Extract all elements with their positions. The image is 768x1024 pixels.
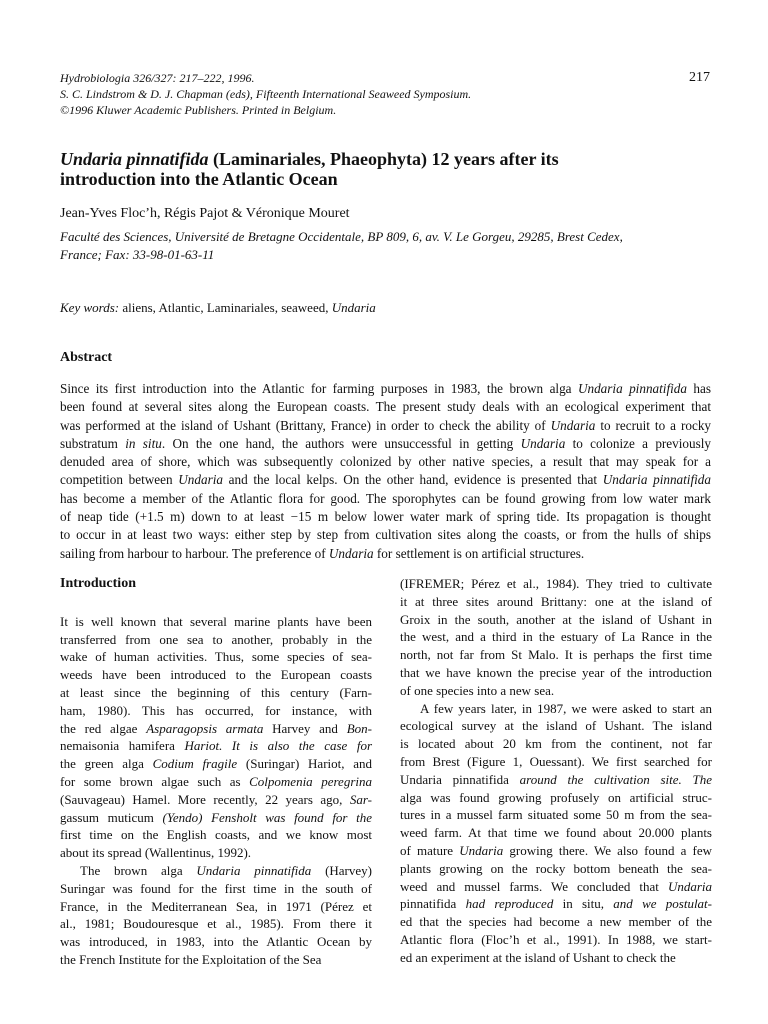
text-run: to colonize a previously [565,435,711,451]
authors: Jean-Yves Floc’h, Régis Pajot & Véronique Mouret [60,206,350,221]
text-run: alga was found growing profusely on artificial struc- [400,789,712,805]
title-species: Undaria pinnatifida [60,149,209,169]
text-run: plants growing on the rocky bottom beneath the sea- [400,860,712,876]
keywords-last: Undaria [331,300,376,315]
text-run: is located about 20 km from the continent, not far [400,736,712,752]
text-line [60,915,372,933]
text-run: France, in the Mediterranean Sea, in 1971 (Pérez et [60,898,372,914]
introduction-heading: Introduction [60,576,136,591]
italic-text: in situ [125,435,162,451]
intro-left-body [60,613,372,969]
title-line2: introduction into the Atlantic Ocean [60,169,338,189]
text-run: was introduced, in 1983, into the Atlantic Ocean by [60,934,372,950]
text-run: denuded area of shore, which was subsequently colonized by other native species, a result that may speak for a [60,454,711,470]
text-run: has [686,381,711,396]
text-run: It is well known that several marine plants have been [60,613,372,629]
text-run: ed that the species had become a new member of the [400,914,712,930]
text-run: of neap tide (+1.5 m) down to at least −15 m below lower water mark of spring tide. Its propagation is thought [60,509,711,525]
text-run: of mature [400,842,460,858]
text-line [400,646,712,664]
text-run: pinnatifida [400,896,457,912]
text-line [400,717,712,735]
affiliation-line1: Faculté des Sciences, Université de Bretagne Occidentale, BP 809, 6, av. V. Le Gorgeu, 29285, Brest Cedex, [60,229,623,244]
text-line [60,809,372,827]
text-run: been found at several sites along the European coasts. The present study deals with an ecological experiment that [60,399,711,415]
text-run: it at three sites around Brittany: one at the island of [400,593,712,609]
text-run: about its spread (Wallentinus, 1992). [60,845,252,861]
text-run: the French Institute for the Exploitation of the Sea [60,951,322,967]
page-number: 217 [689,70,710,85]
text-run: first time on the English coasts, and we know most [60,827,372,843]
text-run: ecological survey at the island of Ushant. The island [400,718,712,734]
intro-left-column [60,575,372,969]
text-line [60,417,711,435]
text-run: was performed at the island of Ushant (Brittany, France) in order to check the ability of [60,417,551,433]
italic-text: Undaria pinnatifida [196,862,312,878]
abstract-heading: Abstract [60,350,113,365]
italic-text: Undaria [178,472,223,488]
keywords-label: Key words: [60,300,120,315]
italic-text: Hariot. It is also the case for [174,738,372,754]
text-run: Since its first introduction into the Atlantic for farming purposes in 1983, the brown alga [60,381,578,396]
text-line [60,702,372,720]
text-run: (Harvey) [311,862,372,878]
text-line [400,753,712,771]
text-line [400,806,712,824]
text-line [60,826,372,844]
italic-text: Undaria [667,878,712,894]
italic-text: Bon- [346,720,372,736]
text-line [60,526,711,544]
text-line [60,844,372,862]
text-run: and the local kelps. On the other hand, evidence is presented that [222,472,603,488]
text-line [60,684,372,702]
text-line [60,773,372,791]
text-run: ham, 1980). This has occurred, for instance, with [60,702,372,718]
text-line [60,898,372,916]
text-line [400,682,712,700]
text-run: to recruit to a rocky [595,417,712,433]
text-run: wake of human activities. Thus, some species of sea- [60,649,372,665]
text-line [60,755,372,773]
text-line [60,453,711,471]
text-line [60,508,711,526]
text-line [400,878,712,896]
text-line [400,593,712,611]
keywords [60,300,710,316]
text-line [400,664,712,682]
text-line [400,735,712,753]
text-line [400,949,712,967]
italic-text: Undaria [550,417,596,433]
proceedings-editors: S. C. Lindstrom & D. J. Chapman (eds), Fifteenth International Seaweed Symposium. [60,87,472,101]
text-run: ed an experiment at the island of Ushant to check the [400,949,676,965]
article-title [60,149,710,189]
text-run: for some brown algae such as [60,773,250,789]
text-run: . On the one hand, the authors were unsuccessful in getting [161,435,521,451]
text-run: north, not far from St Malo. It is perhaps the first time [400,647,712,663]
italic-text: , and we postulat- [600,896,712,912]
text-line [60,545,711,563]
text-run: Suringar was found for the first time in the south of [60,880,372,896]
italic-text: around the cultivation site. The [508,771,712,787]
text-line [60,737,372,755]
text-run: gassum muticum [60,809,154,825]
text-run: transferred from one sea to another, probably in the [60,631,372,647]
italic-text: Undaria pinnatifida [577,381,687,396]
text-line [60,880,372,898]
text-run: the green alga [60,756,153,772]
text-line [60,380,711,398]
text-line [400,575,712,593]
text-line [400,931,712,949]
text-line [400,771,712,789]
text-run: Groix in the south, another at the island of Ushant in [400,611,712,627]
text-run: the west, and a third in the estuary of La Rance in the [400,629,712,645]
text-run: competition between [60,472,179,488]
text-line [60,648,372,666]
text-run: weed farm. At that time we found about 20.000 plants [400,825,712,841]
italic-text: (Yendo) Fensholt was found for the [153,809,373,825]
text-run: of one species into a new sea. [400,682,555,698]
text-line [60,490,711,508]
italic-text: Undaria [459,842,504,858]
text-run: growing there. We also found a few [503,842,713,858]
text-run: has become a member of the Atlantic flora for good. The sporophytes can be found growing from low water mark [60,490,711,506]
text-run: the red algae [60,720,147,736]
title-rest: (Laminariales, Phaeophyta) 12 years after its [208,149,559,169]
text-run: (Sauvageau) Hamel. More recently, 22 years ago, [60,791,350,807]
text-line [60,613,372,631]
text-run: at least since the beginning of this century (Farn- [60,684,372,700]
text-line [400,860,712,878]
text-line [60,862,372,880]
affiliation [60,228,710,264]
text-line [60,471,711,489]
text-line [60,435,711,453]
text-run: Harvey and [263,720,347,736]
italic-text: Asparagopsis armata [146,720,264,736]
keywords-text: aliens, Atlantic, Laminariales, seaweed, [119,300,332,315]
italic-text: had reproduced [456,896,563,912]
text-run: for settlement is on artificial structures. [373,545,585,561]
text-run: (IFREMER; Pérez et al., 1984). They tried to cultivate [400,576,712,591]
text-run: Atlantic flora (Floc’h et al., 1991). In 1988, we start- [400,931,712,947]
text-run: sailing from harbour to harbour. The preference of [60,545,329,561]
text-line [60,933,372,951]
text-run: to occur in at least two ways: either step by step from cultivation sites along the coasts, or from the hulls of ships [60,527,711,543]
text-line [400,700,712,718]
italic-text: Undaria [328,545,374,561]
text-run: A few years later, in 1987, we were asked to start an [420,700,712,716]
copyright-line: ©1996 Kluwer Academic Publishers. Printed in Belgium. [60,103,337,117]
text-run: weeds have been introduced to the European coasts [60,667,372,683]
text-run: that we have known the precise year of the introduction [400,664,712,680]
text-run: nemaisonia hamifera [60,738,175,754]
text-run: al., 1981; Boudouresque et al., 1985). From there it [60,916,372,932]
text-run: (Suringar) Hariot, and [237,756,372,772]
italic-text: Colpomenia peregrina [249,773,373,789]
italic-text: Undaria [520,435,566,451]
italic-text: Sar- [349,791,372,807]
text-run: Undaria pinnatifida [400,771,509,787]
abstract-body [60,380,711,563]
text-run: weed and mussel farms. We concluded that [400,878,668,894]
journal-header [60,70,710,118]
text-line [400,628,712,646]
text-run: substratum [60,435,126,451]
italic-text: Codium fragile [152,756,238,772]
text-line [60,791,372,809]
text-line [400,611,712,629]
text-line [60,951,372,969]
italic-text: Undaria pinnatifida [602,472,711,488]
journal-citation: Hydrobiologia 326/327: 217–222, 1996. [60,71,255,85]
text-line [400,789,712,807]
text-line [400,824,712,842]
text-line [60,398,711,416]
text-run: tures in a mussel farm situated some 50 m from the sea- [400,807,712,823]
text-line [60,631,372,649]
text-run: in situ [562,896,601,912]
text-line [60,666,372,684]
intro-right-column [400,575,712,967]
text-run: from Brest (Figure 1, Ouessant). We first searched for [400,753,712,769]
text-line [60,720,372,738]
affiliation-line2: France; Fax: 33-98-01-63-11 [60,247,215,262]
text-line [400,842,712,860]
text-line [400,913,712,931]
text-line [400,895,712,913]
text-run: The brown alga [80,862,197,878]
